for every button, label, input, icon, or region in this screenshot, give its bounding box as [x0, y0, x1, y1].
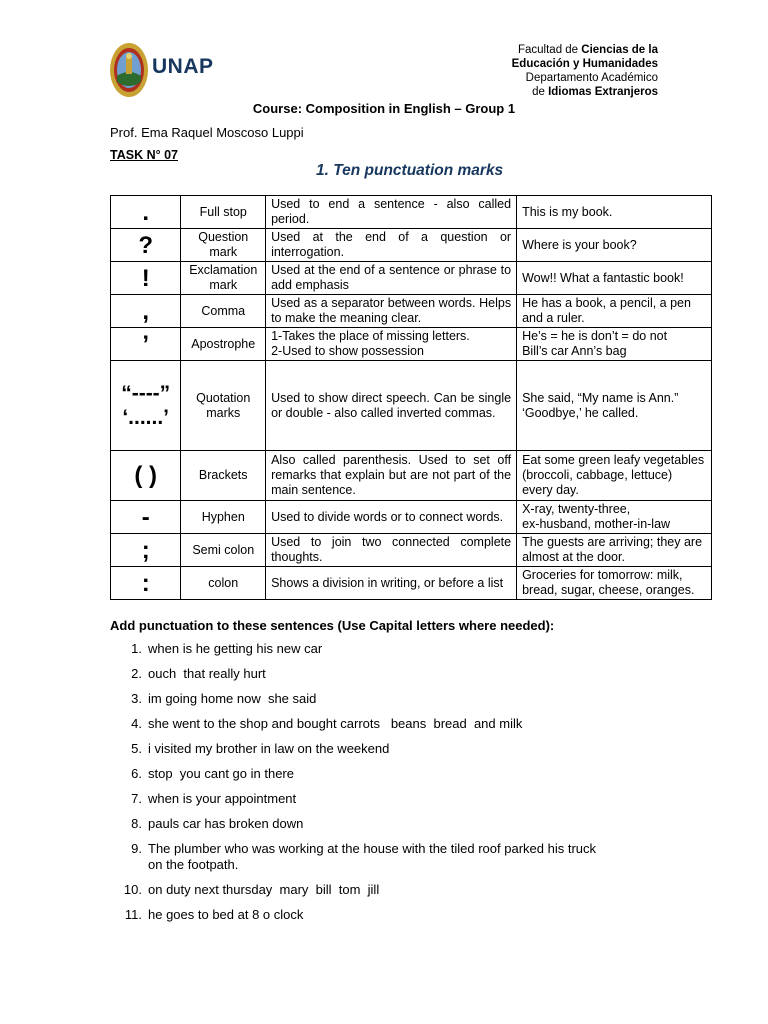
mark-name: Brackets [181, 451, 266, 501]
punctuation-table [110, 195, 712, 600]
mark-symbol: ? [111, 229, 181, 262]
faculty-line1-bold: Ciencias de la [581, 44, 658, 56]
exercise-list [110, 641, 670, 932]
list-item [110, 666, 670, 682]
exercise-number: 2. [131, 666, 142, 681]
exercise-text: when is your appointment [148, 791, 297, 806]
exercise-text: pauls car has broken down [148, 816, 304, 831]
mark-name: Hyphen [181, 501, 266, 534]
exercise-number: 9. [131, 841, 142, 856]
list-item [110, 641, 670, 657]
exercise-instructions: Add punctuation to these sentences (Use Capital letters where needed): [110, 618, 555, 633]
list-item [110, 816, 670, 832]
mark-symbol: . [111, 196, 181, 229]
mark-use: Used to show direct speech. Can be single or double - also called inverted commas. [266, 361, 517, 451]
list-item [110, 907, 670, 923]
faculty-line1-prefix: Facultad de [517, 44, 582, 56]
exercise-number: 7. [131, 791, 142, 806]
mark-example: He has a book, a pencil, a pen and a ruler. [517, 295, 712, 328]
list-item [110, 716, 670, 732]
exercise-number: 1. [131, 641, 142, 656]
exercise-number: 4. [131, 716, 142, 731]
mark-symbol: , [111, 295, 181, 328]
mark-example: She said, “My name is Ann.” ‘Goodbye,’ he called. [517, 361, 712, 451]
list-item [110, 766, 670, 782]
task-number: TASK N° 07 [110, 148, 178, 162]
list-item [110, 741, 670, 757]
exercise-text: ouch that really hurt [148, 666, 266, 681]
mark-name: Exclamation mark [181, 262, 266, 295]
mark-example: He’s = he is don’t = do not Bill’s car Ann’s bag [517, 328, 712, 361]
table-row [111, 328, 712, 361]
mark-use: Used at the end of a question or interrogation. [266, 229, 517, 262]
exercise-text: he goes to bed at 8 o clock [148, 907, 304, 922]
faculty-line2: Educación y Humanidades [511, 58, 658, 70]
mark-use: Used as a separator between words. Helps to make the meaning clear. [266, 295, 517, 328]
exercise-text: when is he getting his new car [148, 641, 323, 656]
mark-use: Used to divide words or to connect words. [266, 501, 517, 534]
table-row [111, 534, 712, 567]
mark-name: Semi colon [181, 534, 266, 567]
section-title: 1. Ten punctuation marks [316, 162, 504, 179]
exercise-text: on duty next thursday mary bill tom jill [148, 882, 380, 897]
exercise-text: stop you cant go in there [148, 766, 294, 781]
mark-use: 1-Takes the place of missing letters. 2-Used to show possession [266, 328, 517, 361]
mark-example: Groceries for tomorrow: milk, bread, sugar, cheese, oranges. [517, 567, 712, 600]
table-row [111, 451, 712, 501]
mark-symbol: ( ) [111, 451, 181, 501]
mark-name: Full stop [181, 196, 266, 229]
faculty-line4-bold: Idiomas Extranjeros [548, 86, 658, 98]
mark-symbol: - [111, 501, 181, 534]
table-row [111, 567, 712, 600]
exercise-text: she went to the shop and bought carrots beans bread and milk [148, 716, 523, 731]
mark-example: This is my book. [517, 196, 712, 229]
mark-name: Comma [181, 295, 266, 328]
exercise-number: 8. [131, 816, 142, 831]
table-row [111, 262, 712, 295]
mark-example: Wow!! What a fantastic book! [517, 262, 712, 295]
mark-symbol: ! [111, 262, 181, 295]
mark-name: Apostrophe [181, 328, 266, 361]
exercise-number: 11. [124, 907, 142, 922]
exercise-text: im going home now she said [148, 691, 317, 706]
mark-use: Shows a division in writing, or before a list [266, 567, 517, 600]
table-row [111, 196, 712, 229]
unap-logo-icon [109, 42, 149, 98]
exercise-number: 10. [123, 882, 142, 897]
mark-example: X-ray, twenty-three, ex-husband, mother-in-law [517, 501, 712, 534]
mark-use: Used at the end of a sentence or phrase to add emphasis [266, 262, 517, 295]
table-row [111, 229, 712, 262]
mark-symbol: ; [111, 534, 181, 567]
mark-name: Question mark [181, 229, 266, 262]
list-item [110, 882, 670, 898]
faculty-line3: Departamento Académico [525, 72, 658, 84]
exercise-number: 3. [131, 691, 142, 706]
mark-example: Where is your book? [517, 229, 712, 262]
brand-name: UNAP [152, 55, 214, 78]
mark-symbol: ’ [111, 328, 181, 361]
mark-use: Also called parenthesis. Used to set off remarks that explain but are not part of the main sentence. [266, 451, 517, 501]
faculty-block [512, 43, 658, 99]
faculty-line4-prefix: de [532, 86, 549, 98]
mark-use: Used to end a sentence - also called period. [266, 196, 517, 229]
mark-example: Eat some green leafy vegetables (broccoli, cabbage, lettuce) every day. [517, 451, 712, 501]
exercise-number: 5. [131, 741, 142, 756]
mark-name: colon [181, 567, 266, 600]
list-item [110, 791, 670, 807]
mark-name: Quotation marks [181, 361, 266, 451]
mark-symbol: : [111, 567, 181, 600]
mark-example: The guests are arriving; they are almost at the door. [517, 534, 712, 567]
mark-use: Used to join two connected complete thoughts. [266, 534, 517, 567]
list-item [110, 841, 670, 873]
professor-name: Prof. Ema Raquel Moscoso Luppi [110, 125, 304, 140]
list-item [110, 691, 670, 707]
table-row [111, 501, 712, 534]
exercise-text: i visited my brother in law on the weekend [148, 741, 390, 756]
mark-symbol: “----” ‘......’ [111, 361, 181, 451]
table-row [111, 361, 712, 451]
exercise-number: 6. [131, 766, 142, 781]
exercise-text: The plumber who was working at the house with the tiled roof parked his truck on the footpath. [148, 841, 597, 872]
table-row [111, 295, 712, 328]
course-title: Course: Composition in English – Group 1 [252, 101, 516, 116]
